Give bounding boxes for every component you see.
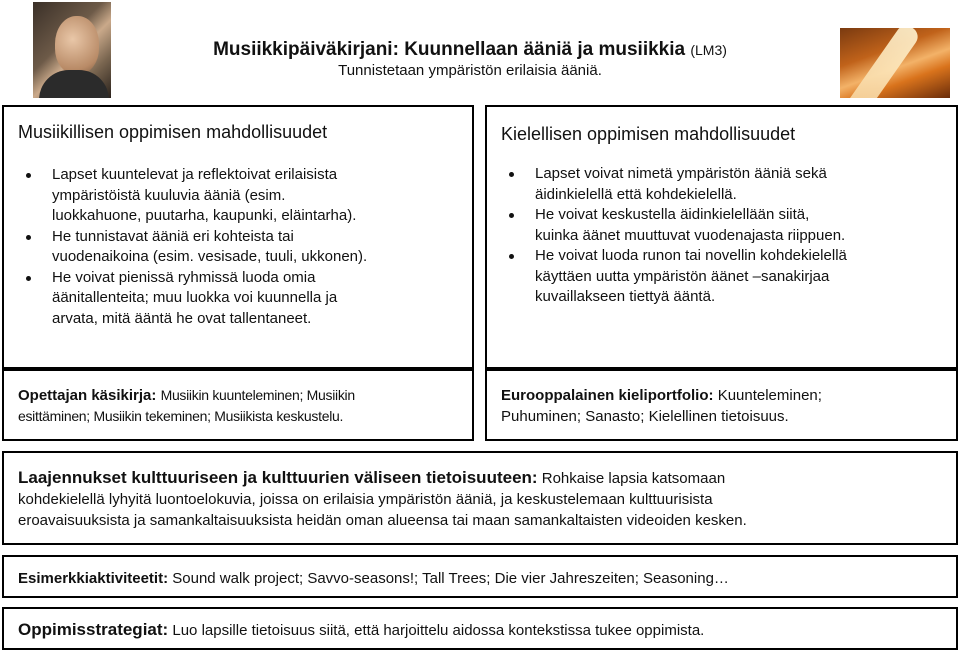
teacher-handbook-box [2, 369, 474, 441]
list-item: Lapset voivat nimetä ympäristön ääniä sekä äidinkielellä että kohdekielellä. [501, 164, 946, 205]
music-opportunities-box [2, 105, 474, 369]
portfolio-text-2: Puhuminen; Sanasto; Kielellinen tietoisuus. [501, 408, 789, 425]
music-heading: Musiikillisen oppimisen mahdollisuudet [18, 122, 328, 142]
road-photo [840, 28, 950, 98]
shirt-shape [39, 70, 109, 98]
music-list [18, 165, 462, 329]
list-item: He voivat pienissä ryhmissä luoda omia äänitallenteita; muu luokka voi kuunnella ja arvata, mitä ääntä he ovat tallentaneet. [18, 268, 462, 330]
author-photo [33, 2, 111, 98]
teacher-text-1: Musiikin kuunteleminen; Musiikin [160, 387, 355, 403]
language-list [501, 164, 946, 308]
list-item: He voivat keskustella äidinkielellään siitä, kuinka äänet muuttuvat vuodenajasta riippuen. [501, 205, 946, 246]
list-item: Lapset kuuntelevat ja reflektoivat erilaisista ympäristöistä kuuluvia ääniä (esim. luokkahuone, puutarha, kaupunki, eläintarha). [18, 165, 462, 227]
page-subtitle: Tunnistetaan ympäristön erilaisia ääniä. [338, 62, 602, 79]
culture-text-1: Rohkaise lapsia katsomaan [541, 470, 726, 487]
strategies-text: Luo lapsille tietoisuus siitä, että harjoittelu aidossa kontekstissa tukee oppimista. [172, 622, 705, 639]
road-shape [840, 28, 921, 98]
bullet-icon [26, 235, 31, 240]
bullet-icon [26, 173, 31, 178]
examples-label: Esimerkkiaktiviteetit: [18, 570, 169, 587]
example-activities-box [2, 555, 958, 598]
list-item: He voivat luoda runon tai novellin kohdekielellä käyttäen uutta ympäristön äänet –sanakirjaa kuvaillakseen tiettyä ääntä. [501, 246, 946, 308]
bullet-icon [509, 213, 514, 218]
culture-text-2: kohdekielellä lyhyitä luontoelokuvia, joissa on erilaisia ympäristön ääniä, ja keskustelemaan kulttuurisista [18, 491, 713, 508]
portfolio-text-1: Kuunteleminen; [717, 387, 822, 404]
list-item: He tunnistavat ääniä eri kohteista tai vuodenaikoina (esim. vesisade, tuuli, ukkonen). [18, 227, 462, 268]
teacher-label: Opettajan käsikirja: [18, 387, 157, 404]
page-title [120, 38, 820, 62]
culture-text-3: eroavaisuuksista ja samankaltaisuuksista heidän oman alueensa tai maan samankaltaisten videoiden kesken. [18, 512, 747, 529]
language-opportunities-box [485, 105, 958, 369]
strategies-label: Oppimisstrategiat: [18, 620, 169, 639]
language-portfolio-box [485, 369, 958, 441]
teacher-text-2: esittäminen; Musiikin tekeminen; Musiikista keskustelu. [18, 408, 344, 424]
header [120, 38, 820, 80]
face-shape [55, 16, 99, 74]
bullet-icon [509, 254, 514, 259]
portfolio-label: Eurooppalainen kieliportfolio: [501, 387, 714, 404]
learning-strategies-box [2, 607, 958, 650]
title-code: (LM3) [690, 42, 727, 58]
bullet-icon [26, 276, 31, 281]
bullet-icon [509, 172, 514, 177]
language-heading: Kielellisen oppimisen mahdollisuudet [501, 124, 796, 144]
cultural-awareness-box [2, 451, 958, 545]
title-text: Musiikkipäiväkirjani: Kuunnellaan ääniä ja musiikkia [213, 39, 686, 60]
examples-text: Sound walk project; Savvo-seasons!; Tall Trees; Die vier Jahreszeiten; Seasoning… [172, 570, 729, 587]
culture-label: Laajennukset kulttuuriseen ja kulttuurien väliseen tietoisuuteen: [18, 468, 538, 487]
